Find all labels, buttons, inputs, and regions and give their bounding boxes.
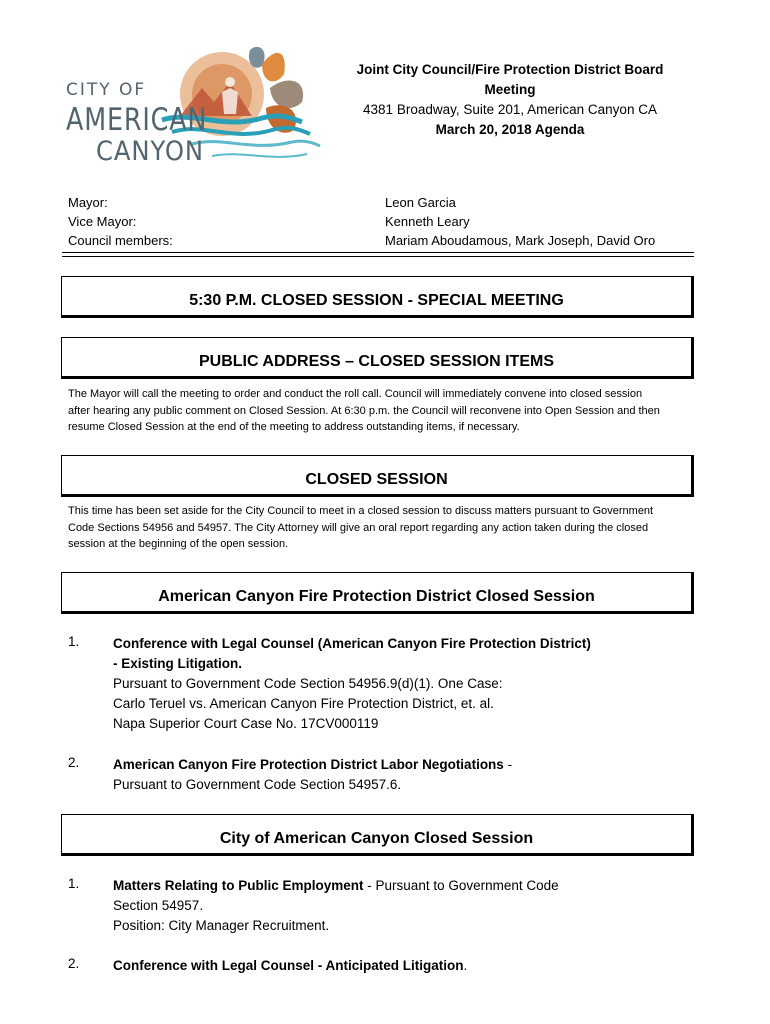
item-text: Section 54957.: [113, 898, 204, 913]
item-heading: Conference with Legal Counsel (American Canyon Fire Protection District): [113, 636, 591, 651]
agenda-item-city-2: [113, 956, 693, 976]
divider: [62, 256, 694, 257]
public-address-text: [68, 386, 688, 436]
header-title-line1: Joint City Council/Fire Protection District Board: [356, 62, 664, 77]
item-text: .: [463, 958, 468, 973]
item-text: Position: City Manager Recruitment.: [113, 918, 330, 933]
logo-canyon: CANYON: [96, 136, 204, 167]
name-vice-mayor: Kenneth Leary: [385, 214, 470, 229]
role-council: Council members:: [68, 233, 173, 248]
item-text: Pursuant to Government Code Section 54956.9(d)(1). One Case:: [113, 676, 503, 691]
item-number: 1.: [68, 634, 80, 649]
item-heading: Matters Relating to Public Employment: [113, 878, 364, 893]
section-box-closed-session: [61, 455, 694, 497]
section-box-city: [61, 814, 694, 856]
item-text: Carlo Teruel vs. American Canyon Fire Protection District, et. al.: [113, 696, 494, 711]
agenda-item-fire-1: [113, 634, 693, 734]
role-mayor: Mayor:: [68, 195, 108, 210]
header-date: March 20, 2018 Agenda: [435, 122, 585, 137]
section-title: PUBLIC ADDRESS – CLOSED SESSION ITEMS: [198, 353, 554, 370]
text-line: Code Sections 54956 and 54957. The City Attorney will give an oral report regarding any action taken during the closed: [68, 521, 649, 534]
officials-names: [385, 193, 655, 250]
officials-roles: [68, 193, 173, 250]
section-box-fire-district: [61, 572, 694, 614]
text-line: This time has been set aside for the City Council to meet in a closed session to discuss matters pursuant to Government: [68, 505, 654, 517]
item-heading: - Existing Litigation.: [113, 656, 242, 671]
logo-american: AMERICAN: [66, 102, 208, 138]
agenda-item-fire-2: [113, 755, 693, 795]
section-title: American Canyon Fire Protection District Closed Session: [158, 588, 595, 605]
section-title: 5:30 P.M. CLOSED SESSION - SPECIAL MEETING: [189, 292, 564, 309]
role-vice-mayor: Vice Mayor:: [68, 214, 137, 229]
header-title-line2: Meeting: [484, 82, 536, 97]
item-heading: American Canyon Fire Protection District Labor Negotiations: [113, 757, 504, 772]
item-number: 2.: [68, 956, 80, 971]
item-text: Napa Superior Court Case No. 17CV000119: [113, 716, 379, 731]
name-mayor: Leon Garcia: [385, 195, 456, 210]
name-council: Mariam Aboudamous, Mark Joseph, David Oro: [385, 233, 656, 248]
section-title: City of American Canyon Closed Session: [219, 830, 534, 847]
section-box-closed-special: [61, 276, 694, 318]
meeting-header: [340, 60, 680, 140]
logo-city-of: CITY OF: [66, 80, 147, 100]
item-heading: Conference with Legal Counsel - Anticipated Litigation: [113, 958, 464, 973]
closed-session-text: [68, 503, 688, 553]
section-box-public-address: [61, 337, 694, 379]
text-line: session at the beginning of the open session.: [68, 538, 289, 550]
item-text: Pursuant to Government Code Section 54957.6.: [113, 777, 402, 792]
header-address: 4381 Broadway, Suite 201, American Canyon CA: [363, 102, 657, 117]
city-logo: [62, 44, 324, 174]
item-text: - Pursuant to Government Code: [363, 878, 559, 893]
item-number: 1.: [68, 876, 80, 891]
item-number: 2.: [68, 755, 80, 770]
text-line: after hearing any public comment on Closed Session. At 6:30 p.m. the Council will reconvene into Open Session and then: [68, 404, 660, 417]
text-line: The Mayor will call the meeting to order and conduct the roll call. Council will immediately convene into closed session: [68, 388, 643, 400]
item-text: -: [503, 757, 513, 772]
divider: [62, 252, 694, 253]
agenda-item-city-1: [113, 876, 693, 936]
text-line: resume Closed Session at the end of the meeting to address outstanding items, if necessary.: [68, 421, 520, 433]
section-title: CLOSED SESSION: [305, 471, 448, 488]
